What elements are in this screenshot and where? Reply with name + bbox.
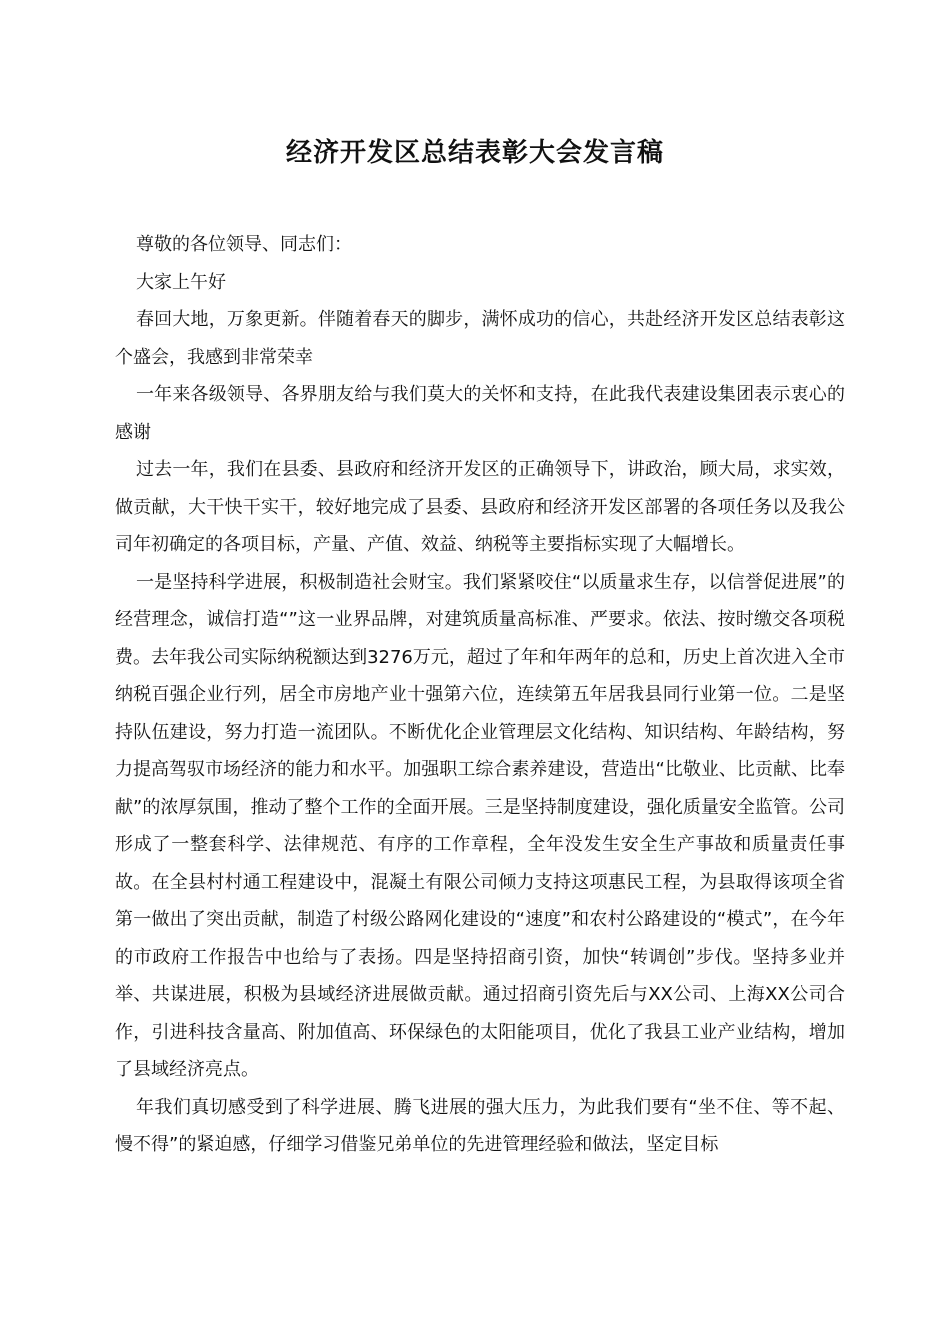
- paragraph-outlook: 年我们真切感受到了科学进展、腾飞进展的强大压力，为此我们要有“坐不住、等不起、慢不得”的紧迫感，仔细学习借鉴兄弟单位的先进管理经验和做法，坚定目标: [115, 1096, 845, 1155]
- paragraph-achievements: 一是坚持科学进展，积极制造社会财宝。我们紧紧咬住“以质量求生存，以信誉促进展”的经营理念，诚信打造“”这一业界品牌，对建筑质量高标准、严要求。依法、按时缴交各项税费。去年我公司实际纳税额达到3276万元，超过了年和年两年的总和，历史上首次进入全市纳税百强企业行列，居全市房地产业十强第六位，连续第五年居我县同行业第一位。二是坚持队伍建设，努力打造一流团队。不断优化企业管理层文化结构、知识结构、年龄结构，努力提高驾驭市场经济的能力和水平。加强职工综合素养建设，营造出“比敬业、比贡献、比奉献”的浓厚氛围，推动了整个工作的全面开展。三是坚持制度建设，强化质量安全监管。公司形成了一整套科学、法律规范、有序的工作章程，全年没发生安全生产事故和质量责任事故。在全县村村通工程建设中，混凝土有限公司倾力支持这项惠民工程，为县取得该项全省第一做出了突出贡献，制造了村级公路网化建设的“速度”和农村公路建设的“模式”，在今年的市政府工作报告中也给与了表扬。四是坚持招商引资，加快“转调创”步伐。坚持多业并举、共谋进展，积极为县域经济进展做贡献。通过招商引资先后与XX公司、上海XX公司合作，引进科技含量高、附加值高、环保绿色的太阳能项目，优化了我县工业产业结构，增加了县域经济亮点。: [115, 571, 845, 1080]
- paragraph-salutation: 尊敬的各位领导、同志们：: [136, 234, 352, 255]
- paragraph-thanks: 一年来各级领导、各界朋友给与我们莫大的关怀和支持，在此我代表建设集团表示衷心的感谢: [115, 384, 845, 443]
- paragraph-past-year: 过去一年，我们在县委、县政府和经济开发区的正确领导下，讲政治，顾大局，求实效，做贡献，大干快干实干，较好地完成了县委、县政府和经济开发区部署的各项任务以及我公司年初确定的各项目标，产量、产值、效益、纳税等主要指标实现了大幅增长。: [115, 459, 845, 555]
- paragraph-greeting: 大家上午好: [136, 271, 226, 293]
- paragraph-opening: 春回大地，万象更新。伴随着春天的脚步，满怀成功的信心，共赴经济开发区总结表彰这个盛会，我感到非常荣幸: [115, 309, 845, 368]
- document-title: 经济开发区总结表彰大会发言稿: [285, 138, 664, 168]
- document-body: [115, 226, 845, 1164]
